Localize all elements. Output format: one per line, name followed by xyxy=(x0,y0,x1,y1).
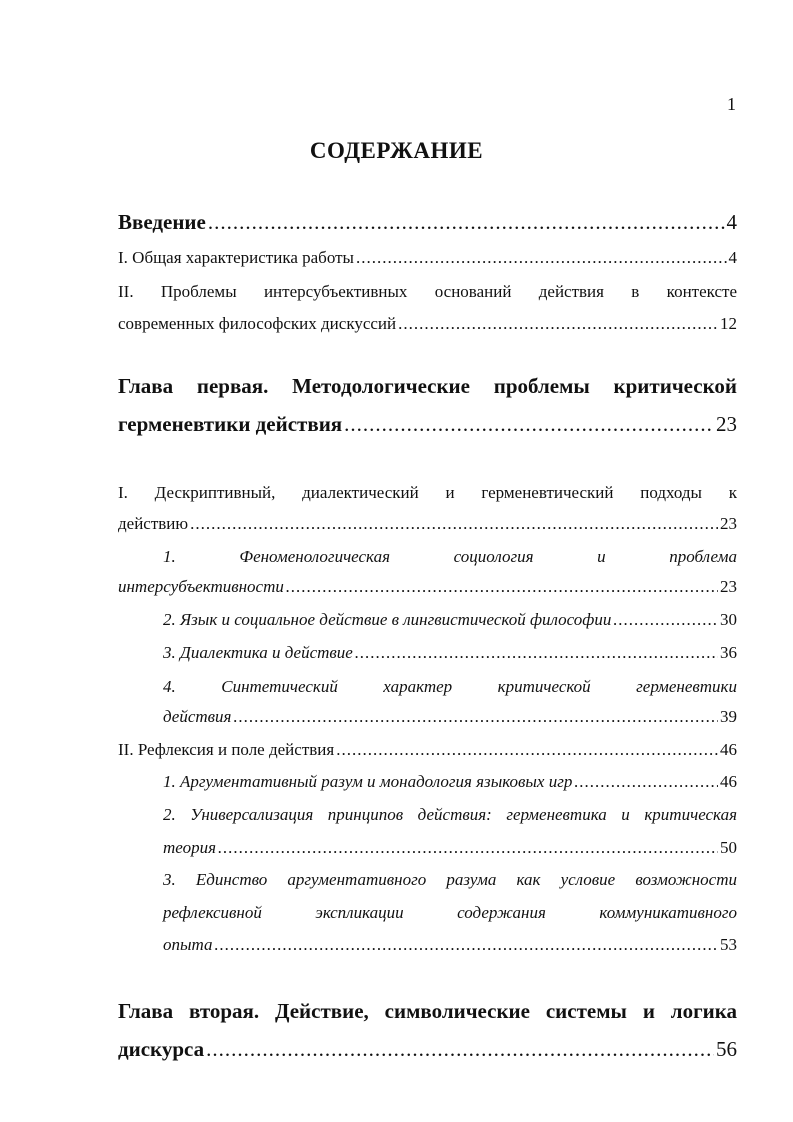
toc-entry-label: II. Рефлексия и поле действия xyxy=(118,740,335,759)
toc-entry-ch1-s2-3-line3[interactable] xyxy=(163,935,737,955)
toc-entry-page: 4 xyxy=(728,248,737,267)
page-number: 1 xyxy=(727,94,736,114)
toc-entry-page: 30 xyxy=(720,610,737,629)
toc-entry-page: 53 xyxy=(720,935,737,954)
dot-leader xyxy=(208,210,725,235)
toc-entry-label: дискурса xyxy=(118,1037,205,1061)
toc-entry-ch1-s2[interactable] xyxy=(118,740,737,760)
toc-chapter-2-line1[interactable]: Глава вторая. Действие, символические системы и логика xyxy=(118,999,737,1023)
toc-entry-ch1-s1-1-line1[interactable]: 1. Феноменологическая социология и проблема xyxy=(163,547,737,566)
dot-leader xyxy=(344,412,714,437)
toc-entry-page: 56 xyxy=(716,1037,737,1061)
toc-entry-ch1-s1-1-line2[interactable] xyxy=(118,577,737,597)
dot-leader xyxy=(218,838,718,858)
toc-entry-ch1-s1-4-line2[interactable] xyxy=(163,707,737,727)
toc-entry-label: герменевтики действия xyxy=(118,412,343,436)
toc-entry-ch1-s1-3[interactable] xyxy=(163,643,737,663)
toc-entry-page: 23 xyxy=(720,577,737,596)
page-title: СОДЕРЖАНИЕ xyxy=(309,138,484,163)
toc-entry-ch1-s2-3-line2[interactable]: рефлексивной экспликации содержания коммуникативного xyxy=(163,903,737,922)
dot-leader xyxy=(574,772,718,792)
toc-entry-label: опыта xyxy=(163,935,213,954)
toc-entry-page: 39 xyxy=(720,707,737,726)
toc-entry-label: интерсубъективности xyxy=(118,577,284,596)
toc-entry-label: действию xyxy=(118,514,189,533)
toc-entry-intro-2-line2[interactable] xyxy=(118,314,737,334)
toc-chapter-1-line2[interactable] xyxy=(118,412,737,437)
toc-entry-page: 46 xyxy=(720,772,737,791)
toc-entry-page: 50 xyxy=(720,838,737,857)
toc-entry-label: 1. Аргументативный разум и монадология языковых игр xyxy=(163,772,573,791)
dot-leader xyxy=(190,514,718,534)
toc-entry-page: 23 xyxy=(720,514,737,533)
toc-entry-intro-1[interactable] xyxy=(118,248,737,268)
toc-entry-label: теория xyxy=(163,838,217,857)
dot-leader xyxy=(613,610,718,630)
toc-entry-ch1-s1-2[interactable] xyxy=(163,610,737,630)
toc-entry-label: современных философских дискуссий xyxy=(118,314,397,333)
toc-chapter-1-line1[interactable]: Глава первая. Методологические проблемы критической xyxy=(118,374,737,398)
toc-entry-intro[interactable] xyxy=(118,210,737,235)
toc-entry-label: действия xyxy=(163,707,232,726)
toc-entry-label: 2. Язык и социальное действие в лингвистической философии xyxy=(163,610,612,629)
dot-leader xyxy=(233,707,718,727)
dot-leader xyxy=(286,577,718,597)
toc-entry-page: 4 xyxy=(726,210,737,234)
toc-entry-page: 12 xyxy=(720,314,737,333)
dot-leader xyxy=(356,248,727,268)
toc-entry-ch1-s2-2-line1[interactable]: 2. Универсализация принципов действия: герменевтика и критическая xyxy=(163,805,737,824)
toc-chapter-2-line2[interactable] xyxy=(118,1037,737,1062)
toc-entry-ch1-s2-1[interactable] xyxy=(163,772,737,792)
dot-leader xyxy=(336,740,718,760)
dot-leader xyxy=(398,314,718,334)
toc-entry-page: 23 xyxy=(716,412,737,436)
toc-entry-ch1-s2-3-line1[interactable]: 3. Единство аргументативного разума как условие возможности xyxy=(163,870,737,889)
dot-leader xyxy=(355,643,718,663)
toc-entry-ch1-s1-4-line1[interactable]: 4. Синтетический характер критической герменевтики xyxy=(163,677,737,696)
toc-entry-page: 46 xyxy=(720,740,737,759)
toc-entry-label: 3. Диалектика и действие xyxy=(163,643,353,662)
toc-entry-page: 36 xyxy=(720,643,737,662)
toc-entry-ch1-s2-2-line2[interactable] xyxy=(163,838,737,858)
toc-entry-ch1-s1-line1[interactable]: I. Дескриптивный, диалектический и герменевтический подходы к xyxy=(118,483,737,502)
toc-entry-intro-2-line1[interactable]: II. Проблемы интерсубъективных оснований действия в контексте xyxy=(118,282,737,301)
toc-entry-label: I. Общая характеристика работы xyxy=(118,248,354,267)
toc-entry-label: Введение xyxy=(118,210,206,234)
toc-entry-ch1-s1-line2[interactable] xyxy=(118,514,737,534)
dot-leader xyxy=(215,935,719,955)
dot-leader xyxy=(206,1037,714,1062)
